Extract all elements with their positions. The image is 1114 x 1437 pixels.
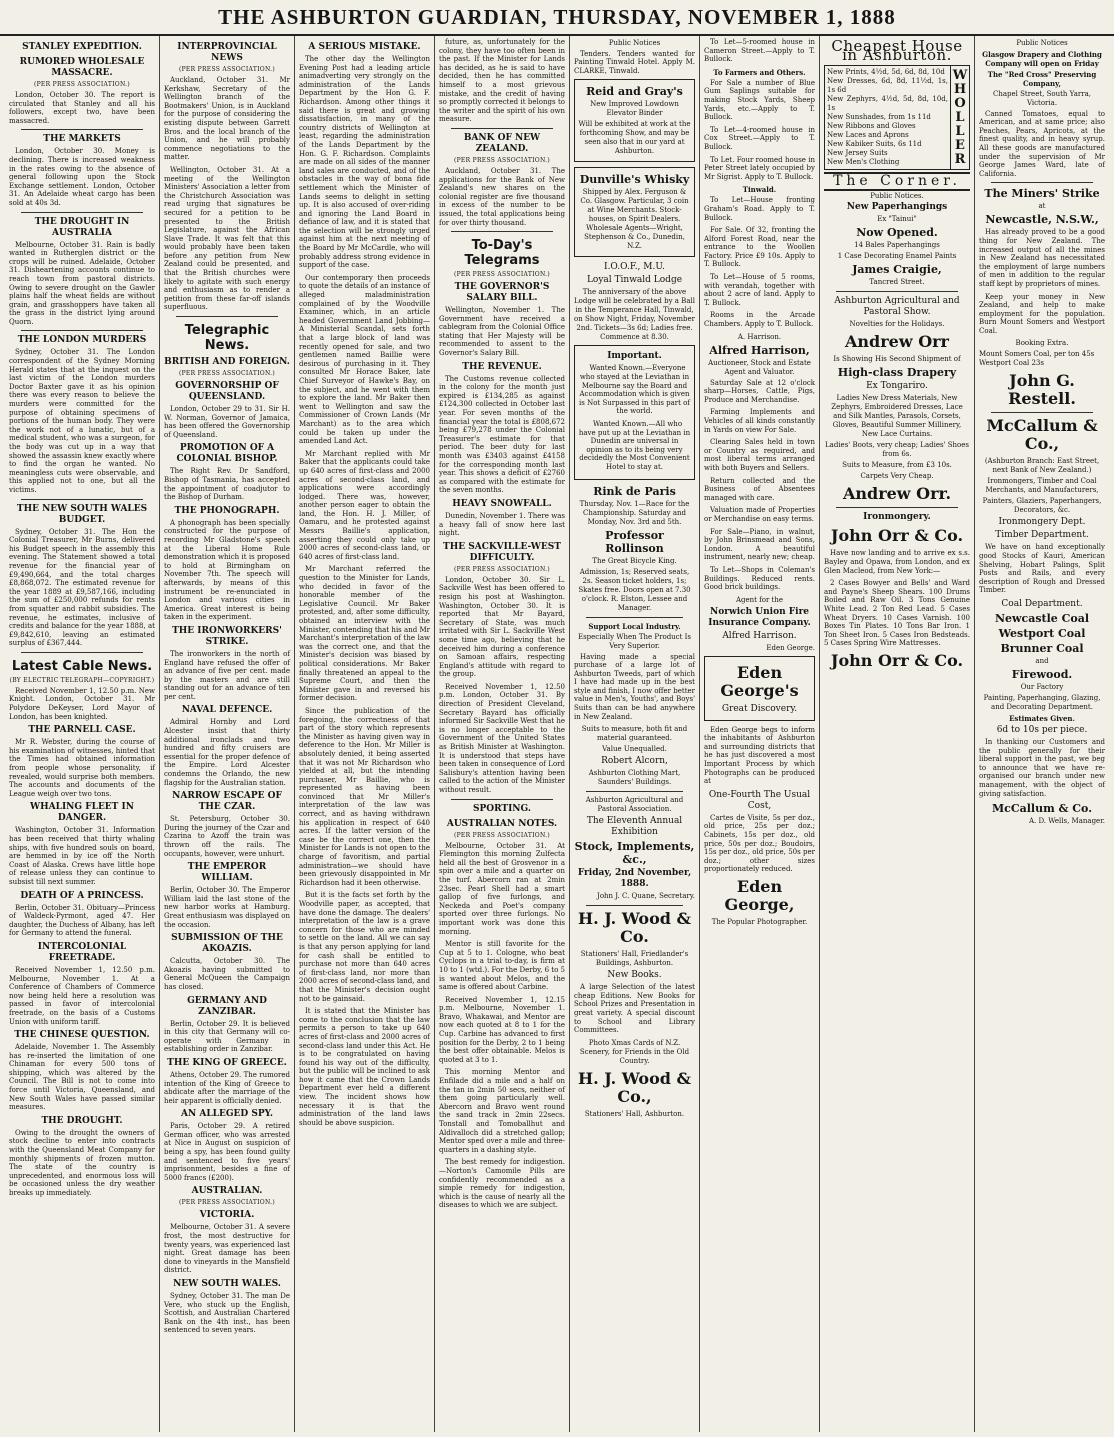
- ad-body: at: [1038, 202, 1046, 211]
- article-paragraph: It is stated that the Minister has come to the conclusion that the law permits a person to take up 640 acres of first-class and 2000 acres of second-class land under this Act. He is to be congratulated on having found his way out of the difficulty, but the public will be inclined to ask how it came that the Crown Lands Department ever held a different view. The incident shows how necessary it is that the administration of the land laws should be above suspicion.: [299, 1007, 430, 1127]
- ad-title: The "Red Cross" Preserving Company,: [987, 69, 1097, 88]
- divider: [991, 182, 1093, 183]
- headline: THE PARNELL CASE.: [28, 725, 136, 736]
- advertisement: [574, 167, 695, 257]
- ad-title: Reid and Gray's: [586, 85, 683, 99]
- ad-title: Norwich Union Fire Insurance Company.: [708, 606, 811, 628]
- ad-body: Suits to Measure, from £3 10s.: [842, 461, 952, 470]
- coal-list: [979, 612, 1105, 655]
- headline: STANLEY EXPEDITION.: [22, 42, 142, 52]
- ad-subtitle: Ex "Tainui": [877, 215, 917, 224]
- ad-title: The Miners' Strike: [984, 187, 1100, 201]
- ad-body: Ashburton Clothing Mart, Saunders' Buildings.: [588, 769, 681, 787]
- ad-subtitle: Agent for the: [735, 595, 784, 604]
- ad-text: Tenders. Tenders wanted for Painting Tinwald Hotel. Apply M. CLARKE, Tinwald.: [574, 49, 695, 75]
- price-item: New Men's Clothing: [827, 158, 900, 167]
- ad-title: To Farmers and Others.: [713, 67, 806, 77]
- ad-body: Ladies' Boots, very cheap; Ladies' Shoes from 6s.: [825, 441, 969, 459]
- ad-body: A large Selection of the latest cheap Editions. New Books for School Prizes and Presentation in great variety. A special discount to School and Library Committees.: [574, 983, 695, 1035]
- price-item: New Ribbons and Gloves: [827, 122, 916, 131]
- vertical-letter: R: [954, 152, 966, 168]
- divider: [586, 617, 683, 618]
- divider: [586, 791, 683, 792]
- ad-title: John Orr & Co.: [830, 526, 964, 546]
- column-2: [160, 36, 295, 1432]
- ad-body: 14 Bales Paperhangings: [854, 241, 940, 250]
- headline: THE KING OF GREECE.: [167, 1057, 287, 1068]
- agency-credit: (PER PRESS ASSOCIATION.): [453, 271, 551, 279]
- ad-body: Eden George begs to inform the inhabitants of Ashburton and surrounding districts that he has just discovered a most Important Process by which Photographs can be produced at: [704, 725, 815, 786]
- advertisement: [574, 345, 695, 479]
- article-paragraph: This morning Mentor and Enfilade did a mile and a half on the tan in 2min 50 secs, neither of them going particularly well. Abercorn and Bravo went round the sand track in 2min 22secs. Tonstall and Tomoballhut and Aldivalloch did a stretched gallop; Mentor sped over a mile and three-quarters in a dashing style.: [439, 1068, 565, 1154]
- ad-subtitle: Loyal Tinwald Lodge: [586, 275, 683, 286]
- article-paragraph: Wellington, October 31. At a meeting of the Wellington Ministers' Association a letter from the Christchurch Association was read urging that signatures be secured for a petition to be presented to the British Legislature, against the African Slave Trade. It was felt that this would probably have been taken before any petition from New Zealand could be presented, and that the British churches were likely to agitate with such energy and enthusiasm as to render a petition from these far-off islands superfluous.: [164, 165, 290, 312]
- coal-name: Brunner Coal: [1000, 642, 1084, 656]
- ad-subtitle: Novelties for the Holidays.: [849, 320, 945, 329]
- ad-body: Painting, Paperhanging, Glazing, and Decorating Department.: [983, 694, 1101, 712]
- article-paragraph: future, as, unfortunately for the colony, they have too often been in the past. If the Minister for Lands has decided, as he is said to have decided, then he has committed himself to a most grievous mistake, and the credit of having so promptly corrected it belongs to the writer and the spirit of his own measure.: [439, 38, 565, 124]
- ad-body: Photo Xmas Cards of N.Z. Scenery, for Friends in the Old Country.: [579, 1038, 690, 1065]
- divider: [21, 129, 143, 130]
- ad-body: We have on hand exceptionally good Stocks of Kauri, American Shelving, Hobart Palings, Split Posts and Rails, and every description of Rough and Dressed Timber.: [979, 543, 1105, 595]
- article-paragraph: Mr R. Webster, during the course of his examination of witnesses, hinted that the Times had obtained information from people whose personality, if revealed, would surprise both members. The accounts and documents of the League weigh over two tons.: [9, 738, 155, 798]
- agency-credit: (PER PRESS ASSOCIATION.): [453, 156, 551, 164]
- headline: THE NEW SOUTH WALES BUDGET.: [16, 503, 148, 525]
- ad-body: Thursday, Nov. 1—Race for the Championship. Saturday and Monday, Nov. 3rd and 5th.: [579, 499, 690, 526]
- article-paragraph: London, October 30. Sir L. Sackville West has been offered to resign his post at Washington. Washington, October 30. It is reported that Mr Bayard, Secretary of State, was much irritated with Sir L. Sackville West some time ago, believing that he deceived him during a conference on Samoan affairs, respecting England's attitude with regard to the group.: [439, 575, 565, 679]
- headline-large: Latest Cable News.: [11, 658, 153, 674]
- ad-subtitle: Stationers' Hall, Ashburton.: [584, 1109, 685, 1118]
- price-text: Mount Somers Coal, per ton 45s: [979, 350, 1095, 359]
- ad-title: Great Discovery.: [721, 703, 798, 714]
- ad-title: The Eleventh Annual Exhibition: [586, 816, 683, 838]
- headline: THE CHINESE QUESTION.: [14, 1030, 150, 1041]
- ad-subtitle: New Improved Lowdown Elevator Binder: [590, 100, 679, 118]
- headline: THE IRONWORKERS' STRIKE.: [172, 625, 282, 647]
- divider: [991, 412, 1093, 413]
- ad-body: Will be exhibited at work at the forthcoming Show, and may be seen also that in our yard at Ashburton.: [578, 120, 691, 156]
- ad-body: Admission, 1s; Reserved seats, 2s. Season ticket holders, 1s; Skates free. Doors open at 7.30 o'clock. R. Elston, Lessee and Manager.: [578, 567, 691, 612]
- vertical-word: [950, 66, 969, 169]
- headline: AUSTRALIAN NOTES.: [446, 818, 558, 829]
- column-4: [435, 36, 570, 1432]
- ad-title: New Books.: [607, 970, 662, 981]
- price-item: New Kabiker Suits, 6s 11d: [827, 140, 922, 149]
- ad-title: Professor Rollinson: [605, 528, 664, 555]
- ad-body: Have now landing and to arrive ex s.s. Bayley and Opawa, from London, and ex Glen Macleod, from New York:—: [824, 549, 970, 575]
- article-paragraph: Received November 1, 12.50 p.m. London, October 31. By direction of President Cleveland, Secretary Bayard has officially informed Sir Sackville West that he is no longer acceptable to the Government of the United States as British Minister at Washington. It is understood that steps have been taken in consequence of Lord Salisbury's attention having been called to the action of the Minister without result.: [439, 682, 565, 794]
- ad-title: New Paperhangings: [846, 202, 948, 213]
- ad-title: 6d to 10s per piece.: [996, 725, 1088, 736]
- vertical-letter: L: [955, 124, 965, 140]
- headline: PROMOTION OF A COLONIAL BISHOP.: [176, 443, 278, 465]
- article-paragraph: Admiral Hornby and Lord Alcester insist that thirty additional ironclads and two hundred and fifty cruisers are essential for the proper defence of the Empire. Lord Alcester condemns the Orlando, the new flagship for the Australian station.: [164, 718, 290, 787]
- article-paragraph: Mr Marchant referred the question to the Minister for Lands, who decided in favor of the honorable member of the Legislative Council. Mr Baker protested, and, after some difficulty, obtained an interview with the Minister, contending that his and Mr Marchant's interpretation of the law was the correct one, and that the Minister's decision was biased by political considerations. Mr Baker finally threatened an appeal to the Supreme Court, and then the Minister gave in and reversed his former decision.: [299, 565, 430, 703]
- headline: SPORTING.: [472, 803, 532, 814]
- article-paragraph: Auckland, October 31. Mr Kerkshaw, Secretary of the Wellington branch of the Bootmakers' Union, is in Auckland for the purpose of considering the existing dispute between Garrett Bros. and the local branch of the Union, and he will probably commence negotiations to the matter.: [164, 76, 290, 162]
- ad-title: Ashburton Agricultural and Pastoral Show.: [834, 296, 960, 318]
- divider: [451, 128, 553, 129]
- article-paragraph: Calcutta, October 30. The Akoazis having submitted to General McQueen the Campaign has closed.: [164, 957, 290, 991]
- article-paragraph: Dunedin, November 1. There was a heavy fall of snow here last night.: [439, 511, 565, 538]
- ad-body: Cartes de Visite, 5s per doz., old price, 25s per doz.; Cabinets, 15s per doz., old price, 50s per doz.; Boudoirs, 15s per doz., old price, 50s per doz.; other sizes proportionately reduced.: [704, 813, 815, 874]
- ad-subtitle: A. Harrison.: [737, 332, 782, 341]
- headline: THE LONDON MURDERS: [17, 335, 147, 346]
- ad-body: Value Unequalled.: [602, 745, 667, 754]
- ad-body: To Let—House of 5 rooms, with verandah, together with about 2 acre of land. Apply to T. Bullock.: [704, 273, 815, 307]
- ad-title: Glasgow Drapery and Clothing Company will open on Friday: [982, 49, 1102, 68]
- ad-title: Stock, Implements, &c.,: [574, 840, 695, 867]
- divider: [836, 291, 958, 292]
- ad-body: To Let—5-roomed house in Cameron Street.—Apply to T. Bullock.: [704, 38, 815, 64]
- ad-body: Valuation made of Properties or Merchandise on easy terms.: [704, 506, 815, 523]
- ad-subtitle: Auctioneer, Stock and Estate Agent and Valuator.: [708, 358, 811, 376]
- ad-body: 1 Case Decorating Enamel Paints: [837, 252, 957, 261]
- vertical-letter: L: [955, 110, 965, 126]
- ad-title: Estimates Given.: [1009, 714, 1075, 724]
- ad-body: In thanking our Customers and the public generally for their liberal support in the past, we beg to announce that we have re-organised our branch under new management, with the object of giving satisfaction.: [979, 738, 1105, 798]
- ad-title: I.O.O.F., M.U.: [604, 262, 665, 273]
- article-paragraph: London, October 30. The report is circulated that Stanley and all his followers, except two, have been massacred.: [9, 91, 155, 125]
- ad-body: Shipped by Alex. Ferguson & Co. Glasgow. Particular, 3 coin at Wine Merchants. Stock-houses, on Spirit Dealers. Wholesale Agents—Wright, Stephenson & Co., Dunedin, N.Z.: [580, 188, 689, 251]
- ad-title: James Craigie,: [852, 263, 942, 277]
- article-paragraph: Sydney, October 31. The Hon the Colonial Treasurer, Mr Burns, delivered his Budget speech in the assembly this evening. The Statement showed a total revenue for the financial year of £9,490,664, and the total charges £8,868,072. The estimated revenue for the year 1889 at £9,587,166, including the sum of £250,000 refunds for rents from squatter and rabbit subsidies. The revenue, he estimates, inclusive of credits and balance for the year 1888, at £9,842,610, leaving an estimated surplus of £367,444.: [9, 527, 155, 648]
- headline: AN ALLEGED SPY.: [181, 1109, 273, 1120]
- headline: THE PHONOGRAPH.: [174, 505, 280, 516]
- headline: SUBMISSION OF THE AKOAZIS.: [171, 933, 283, 955]
- article-paragraph: Owing to the drought the owners of stock decline to enter into contracts with the Queensland Meat Company for monthly shipments of frozen mutton. The state of the country is unprecedented, and enormous loss will be occasioned unless the dry weather breaks up immediately.: [9, 1128, 155, 1197]
- masthead: [0, 0, 1114, 36]
- headline: DEATH OF A PRINCESS.: [20, 890, 144, 901]
- headline: THE MARKETS: [43, 134, 121, 145]
- ad-body: To Let—House fronting Graham's Road. Apply to T. Bullock.: [704, 196, 815, 222]
- headline: THE REVENUE.: [462, 361, 542, 372]
- ad-body: To Let. Four roomed house in Peter Street lately occupied by Mr Sigrist. Apply to T. Bullock.: [704, 155, 815, 181]
- agency-credit: (PER PRESS ASSOCIATION.): [453, 831, 551, 839]
- headline: NARROW ESCAPE OF THE CZAR.: [172, 791, 282, 813]
- ad-title: Ironmongery.: [863, 512, 931, 523]
- ad-body: For Sale. Of 32, fronting the Alford Forest Road, near the entrance to the Woollen Factory. Price £9 10s. Apply to T. Bullock.: [704, 226, 815, 269]
- coal-name: Newcastle Coal: [994, 612, 1090, 626]
- ad-title: Alfred Harrison,: [709, 343, 810, 357]
- price-item: New Zephyrs, 4½d, 5d, 8d, 10d, 1s: [827, 95, 948, 113]
- ad-title: Andrew Orr.: [842, 484, 952, 504]
- article-paragraph: St. Petersburg, October 30. During the journey of the Czar and Czarina to Azoff the train was thrown off the rails. The occupants, however, were unhurt.: [164, 815, 290, 858]
- ad-title: The Corner.: [833, 173, 961, 190]
- price-item: New Dresses, 6d, 8d, 11½d, 1s, 1s 6d: [827, 77, 948, 95]
- ad-subtitle: The Great Bicycle King.: [592, 556, 677, 565]
- ad-body: Farming Implements and Vehicles of all kinds constantly in Yards on view For Sale.: [704, 408, 815, 434]
- ad-title: Now Opened.: [856, 226, 938, 240]
- article-paragraph: London, October 30. Money is declining. There is increased weakness in the rates owing to the absence of general following upon the Stock Exchange settlement. London, October 31. An Adelaide wheat cargo has been sold at 40s 3d.: [9, 147, 155, 207]
- ad-body: Painters, Glaziers, Paperhangers, Decorators, &c.: [982, 497, 1102, 515]
- ad-title: McCallum & Co.: [991, 802, 1093, 816]
- headline: BANK OF NEW ZEALAND.: [463, 132, 541, 154]
- page-columns: [5, 36, 1109, 1432]
- ad-title: H. J. Wood & Co.: [578, 909, 691, 947]
- headline: THE SACKVILLE-WEST DIFFICULTY.: [443, 541, 561, 563]
- agency-credit: (PER PRESS ASSOCIATION.): [33, 81, 131, 88]
- advertisement: [574, 79, 695, 162]
- column-3: [295, 36, 435, 1432]
- headline: WHALING FLEET IN DANGER.: [30, 802, 134, 824]
- price-item: New Laces and Aprons: [827, 131, 909, 140]
- section-label: Public Notices: [1016, 39, 1068, 47]
- article-paragraph: Wellington, November 1. The Government have received a cablegram from the Colonial Office stating that Her Majesty will be recommended to assent to the Governor's Salary Bill.: [439, 306, 565, 358]
- ad-signature: John J. C. Quane, Secretary.: [597, 892, 695, 901]
- price-list: [825, 66, 950, 169]
- ad-body: Saturday Sale at 12 o'clock sharp—Horses, Cattle, Pigs, Produce and Merchandise.: [704, 378, 815, 404]
- article-paragraph: Adelaide, November 1. The Assembly has re-inserted the limitation of one Chinaman for every 500 tons of shipping, which was altered by the Council. The Bill is not to come into force until Victoria, Queensland, and New South Wales have passed similar measures.: [9, 1043, 155, 1112]
- ad-title: Cheapest House in Ashburton.: [831, 37, 963, 64]
- column-7: [820, 36, 975, 1432]
- ad-body: Suits to measure, both fit and material guaranteed.: [581, 725, 688, 743]
- ad-body: and: [1035, 657, 1049, 666]
- ad-body: Clearing Sales held in town or Country as required, and most liberal terms arranged with both Buyers and Sellers.: [704, 438, 815, 472]
- ad-body: Wanted Known.—All who have put up at the Leviathan in Dunedin are universal in opinion as to its being very decidedly the Most Convenient Hotel to stay at.: [578, 419, 691, 471]
- ad-title: Rink de Paris: [593, 484, 676, 498]
- price-list-box: [824, 65, 970, 170]
- ad-title: Important.: [607, 351, 662, 362]
- ad-title: Support Local Industry.: [588, 621, 681, 631]
- ad-subtitle: Stationers' Hall, Friedlander's Buildings, Ashburton.: [580, 950, 689, 968]
- price-line: [979, 359, 1105, 368]
- ad-title: Alfred Harrison.: [722, 630, 797, 641]
- headline: THE EMPEROR WILLIAM.: [187, 862, 267, 884]
- divider: [451, 799, 553, 800]
- agency-credit: (PER PRESS ASSOCIATION.): [178, 1199, 276, 1207]
- article-paragraph: Received November 1, 12.50 p.m. New Knight. London, October 31. Mr Polydore DeKeyser, Lord Mayor of London, has been knighted.: [9, 686, 155, 721]
- ad-title: Robert Alcorn,: [601, 756, 668, 767]
- column-1: [5, 36, 160, 1432]
- ad-subtitle: Especially When The Product Is Very Superior.: [577, 632, 691, 650]
- ad-subtitle: Our Factory: [1020, 683, 1064, 692]
- article-paragraph: Melbourne, October 31. At Flemington this morning Zulfecta held all the best of Grosvenor in a spin over a mile and a quarter on the turf. Abercorn ran at 2min 23sec. Pearl Shell had a smart gallop of five furlongs, and Neckeda and Poet's company sported over three furlongs. No important work was done this morning.: [439, 841, 565, 936]
- ad-body: Keep your money in New Zealand, and help to make employment for the population. Burn Mount Somers and Westport Coal.: [979, 292, 1105, 335]
- agency-credit: (PER PRESS ASSOCIATION.): [453, 565, 551, 573]
- ad-body: For Sale a number of Blue Gum Saplings suitable for making Stock Yards, Sheep Yards, etc.—Apply to T. Bullock.: [704, 78, 815, 122]
- ad-body: To Let—Shops in Coleman's Buildings. Reduced rents. Good brick buildings.: [704, 565, 815, 592]
- ad-body: To Let—4-roomed house in Cox Street.—Apply to T. Bullock.: [704, 125, 815, 151]
- ad-title: Ironmongery Dept.: [998, 517, 1086, 528]
- article-paragraph: The Right Rev. Dr Sandford, Bishop of Tasmania, has accepted the appointment of coadjutor to the Bishop of Durham.: [164, 467, 290, 502]
- headline: THE DROUGHT IN AUSTRALIA: [34, 216, 130, 238]
- ad-title: Eden George,: [724, 877, 795, 914]
- article-paragraph: Paris, October 29. A retired German officer, who was arrested at Nice in August on suspicion of being a spy, has been found guilty and sentenced to five years' imprisonment, besides a fine of 5000 francs (£200).: [164, 1122, 290, 1182]
- headline: AUSTRALIAN.: [191, 1186, 263, 1197]
- divider: [21, 212, 143, 213]
- price-item: New Sunshades, from 1s 11d: [827, 113, 931, 122]
- ad-title: Firewood.: [1011, 668, 1073, 682]
- ad-body: Return collected and the Business of Absentees managed with care.: [704, 476, 815, 502]
- ad-title: Tinwald.: [742, 185, 777, 195]
- divider: [836, 507, 958, 508]
- headline: HEAVY SNOWFALL.: [452, 498, 552, 509]
- ad-title: Coal Department.: [1001, 599, 1083, 610]
- ad-title: Newcastle, N.S.W.,: [985, 213, 1099, 227]
- headline: GERMANY AND ZANZIBAR.: [187, 995, 267, 1017]
- article-paragraph: Berlin, October 30. The Emperor William laid the last stone of the new harbor works at Hamburg. Great enthusiasm was displayed on the occasion.: [164, 886, 290, 929]
- headline: RUMORED WHOLESALE MASSACRE.: [19, 57, 145, 78]
- column-6: [700, 36, 820, 1432]
- headline: INTERPROVINCIAL NEWS: [177, 42, 277, 63]
- headline: NEW SOUTH WALES.: [173, 1279, 281, 1289]
- ad-subtitle: (Ashburton Branch: East Street, next Bank of New Zealand.): [984, 457, 1100, 475]
- ad-signature: Eden George.: [766, 643, 815, 652]
- article-paragraph: The other day the Wellington Evening Post had a leading article animadverting very strongly on the administration of the Lands Department by the Hon G. F. Richardson. Among other things it said there is great and growing dissatisfaction, in many of the country districts of Wellington at least, regarding the administration of the Lands Department by the Hon. G. F. Richardson. Complaints are made on all sides of the manner land sales are conducted, and of the obstacles in the way of bona fide settlement which the Minister of Lands seems to delight in setting up. It is also accused of over-riding and ignoring the Land Board in defiance of law, and it is stated that the selection will be strongly urged against him at the next meeting of the Board by Mr McCardle, who will probably address strong evidence in support of the case.: [299, 55, 430, 270]
- article-paragraph: Mr Marchant replied with Mr Baker that the applicants could take up 640 acres of first-class and 2000 acres of second-class land, and applications were accordingly lodged. There was, however, another person eager to obtain the land, the Hon. H. J. Miller, of Oamaru, and he protested against Messrs Baillie's application, asserting they could only take up 2000 acres of second-class land, or 640 acres of first-class land.: [299, 449, 430, 561]
- ad-subtitle: Is Showing His Second Shipment of: [833, 355, 961, 364]
- section-label: Public Notices.: [870, 191, 924, 200]
- vertical-letter: E: [955, 138, 965, 154]
- ad-body: Ironmongers, Timber and Coal Merchants, and Manufacturers,: [985, 477, 1099, 495]
- article-paragraph: The ironworkers in the north of England have refused the offer of an advance of five per cent. made by the masters and are still standing out for an advance of ten per cent.: [164, 649, 290, 701]
- article-paragraph: Melbourne, October 31. A severe frost, the most destructive for twenty years, was experienced last night. Great damage has been done to vineyards in the Mansfield district.: [164, 1223, 290, 1275]
- agency-credit: (PER PRESS ASSOCIATION.): [178, 66, 276, 73]
- article-paragraph: Auckland, October 31. The applications for the Bank of New Zealand's new shares on the colonial register are five thousand in excess of the number to be issued, the total applications being for over thirty thousand.: [439, 166, 565, 227]
- ad-title: High-class Drapery: [837, 366, 957, 380]
- article-paragraph: Received November 1, 12.15 p.m. Melbourne, November 1. Bravo, Whakawai, and Mentor are now each quoted at 8 to 1 for the Cup. Carbine has advanced to first position for the Derby, 2 to 1 being the best offer obtainable. Melos is quoted at 3 to 1.: [439, 995, 565, 1064]
- divider: [21, 499, 143, 500]
- vertical-letter: H: [953, 82, 967, 98]
- ad-subtitle: The Popular Photographer.: [711, 918, 808, 926]
- headline: INTERCOLONIAL FREETRADE.: [37, 941, 127, 963]
- article-paragraph: Berlin, October 31. Obituary—Princess of Waldeck-Pyrmont, aged 47. Her daughter, the Duchess of Albany, has left for Germany to attend the funeral.: [9, 903, 155, 938]
- column-8: [975, 36, 1109, 1432]
- vertical-letter: O: [954, 96, 966, 112]
- ad-body: Carpets Very Cheap.: [860, 472, 934, 481]
- section-label: Public Notices: [608, 39, 661, 47]
- ad-title: H. J. Wood & Co.,: [578, 1068, 691, 1106]
- coal-name: Westport Coal: [998, 627, 1086, 641]
- article-paragraph: A phonograph has been specially constructed for the purpose of recording Mr Gladstone's speech at the Liberal Home Rule demonstration which it is proposed to hold at Birmingham on November 7th. The speech will afterwards, by means of this instrument be re-enunciated in London and various cities in America. Great interest is being taken in the experiment.: [164, 518, 290, 622]
- ad-title: John G. Restell.: [1008, 371, 1076, 409]
- ad-body: Has already proved to be a good thing for New Zealand. The increased output of all the mines in New Zealand has necessitated the employment of large numbers of men in addition to the regular staff kept by proprietors of mines.: [979, 228, 1105, 288]
- ad-subtitle: Ashburton Agricultural and Pastoral Association.: [585, 796, 684, 814]
- ad-body: The anniversary of the above Lodge will be celebrated by a Ball in the Temperance Hall, Tinwald, on Show Night, Friday, November 2nd. Tickets—3s 6d; Ladies free. Commence at 8.30.: [574, 288, 695, 342]
- article-paragraph: Sydney, October 31. The London correspondent of the Sydney Morning Herald states that at the inquest on the last victim of the London murders Doctor Baxter gave it as his opinion there was every reason to believe the murders were committed for the purpose of obtaining specimens of portions of the human body. They were the work not of a lunatic, but of a medical student, who was a surgeon, for the body was cut up in a way that showed the assassin knew exactly where to find the organ he wanted. No meaningless cuts were observable, and this applied not to one, but all the victims.: [9, 348, 155, 494]
- headline: A SERIOUS MISTAKE.: [308, 42, 421, 52]
- divider: [21, 652, 143, 653]
- headline: THE DROUGHT.: [41, 1115, 123, 1126]
- headline: THE GOVERNOR'S SALARY BILL.: [454, 282, 550, 304]
- advertisement: [704, 656, 815, 721]
- article-paragraph: Washington, October 31. Information has been received that thirty whaling ships, with five hundred souls on board, are hemmed in by ice off the North Coast of Alaska. Crews have little hope of release unless they can continue to subsist till next summer.: [9, 826, 155, 886]
- article-paragraph: Our contemporary then proceeds to quote the details of an instance of alleged maladministration complained of by the Woodville Examiner, which, in an article headed Government Land Jobbing—A Ministerial Scandal, sets forth that a large block of land was recently opened for sale, and two gentlemen named Baillie were desirous of purchasing in it. They consulted Mr Horace Baker, late Chief Surveyor of Hawke's Bay, on the subject, and he went with them to explore the land. Mr Baker then went to Wellington and saw the Commissioner of Crown Lands (Mr Marchant) as to the area which could be taken up under the amended Land Act.: [299, 273, 430, 446]
- price-text: Westport Coal 23s: [979, 359, 1044, 368]
- headline: VICTORIA.: [199, 1210, 255, 1221]
- article-paragraph: But it is the facts set forth by the Woodville paper, as accepted, that have done the damage. The dealers' interpretation of the law is a grave concern for those who are minded to settle on the land. All we can say is that any person applying for land for cash shall be entitled to purchase not more than 640 acres of first-class land, nor more than 2000 acres of second-class land, and that the Minister's decision ought not to be gainsaid.: [299, 891, 430, 1003]
- price-item: New Jersey Suits: [827, 149, 888, 158]
- newspaper-title: THE ASHBURTON GUARDIAN, THURSDAY, NOVEMBER 1, 1888: [218, 5, 896, 29]
- article-paragraph: The Customs revenue collected in the colony for the month just expired is £134,285 as against £124,300 collected in October last year. For seven months of the financial year the total is £808,672 being £79,278 under the Colonial Treasurer's estimate for that period. The beer duty for last month was £3403 against £4158 for the corresponding month last year. This shows a deficit of £2760 as compared with the estimate for the seven months.: [439, 374, 565, 495]
- ad-body: Ladies New Dress Materials, New Zephyrs, Embroidered Dresses, Lace and Silk Mantles, Parasols, Corsets, Gloves, Beautiful Summer Millinery, New Lace Curtains.: [831, 394, 963, 439]
- ad-title: Timber Department.: [995, 530, 1089, 541]
- ad-title: Eden George's: [720, 662, 799, 700]
- headline: GOVERNORSHIP OF QUEENSLAND.: [175, 381, 279, 403]
- ad-body: 2 Cases Bowyer and Bells' and Ward and Payne's Sheep Shears. 100 Drums Boiled and Raw Oil. 3 Tons Genuine White Lead. 2 Ton Red Lead. 5 Cases Wheat Dryers. 10 Cases Varnish. 100 Boxes Tin Plates. 10 Tons Bar Iron. 1 Ton Sheet Iron. 5 Cases Iron Bedsteads. 5 Cases Spring Wire Mattresses.: [824, 579, 970, 648]
- headline-large: Telegraphic News.: [184, 323, 270, 354]
- article-paragraph: The best remedy for indigestion.—Norton's Camomile Pills are confidently recommended as a simple remedy for indigestion, which is the cause of nearly all the diseases to which we are subject.: [439, 1158, 565, 1210]
- divider: [451, 231, 553, 232]
- article-paragraph: Since the publication of the foregoing, the correctness of that part of the story which represents the Minister as having given way in deference to the Hon. Mr Miller is absolutely denied, it being asserted that it was not Mr Richardson who yielded at all, but the intending purchaser, Mr Baillie, who is represented as having been convinced that Mr Miller's interpretation of the law was correct, and as having withdrawn his application in respect of 640 acres. If the latter version of the case be the correct one, then the Minister for Lands is not open to the charge of favoritism, and partial administration—we should have been grievously disappointed in Mr Richardson had it been otherwise.: [299, 706, 430, 887]
- article-paragraph: Melbourne, October 31. Rain is badly wanted in Rutherglen district or the crops will be ruined. Adelaide, October 31. Disheartening accounts continue to reach town from pastoral districts. Owing to severe drought on the Gawler plains half the wheat fields are without grain, and grasshoppers have taken all the grass in the district lying around Quorn.: [9, 240, 155, 326]
- headline: BRITISH AND FOREIGN.: [164, 357, 290, 368]
- price-line: [979, 350, 1105, 359]
- divider: [176, 316, 278, 317]
- divider: [586, 905, 683, 906]
- ad-title: Andrew Orr: [845, 332, 949, 352]
- ad-title: Dunville's Whisky: [579, 173, 690, 187]
- vertical-letter: W: [952, 68, 968, 84]
- ad-subtitle: Ex Tongariro.: [866, 381, 928, 392]
- headline-large: To-Day's Telegrams: [464, 238, 540, 269]
- ad-body: Having made a special purchase of a large lot of Ashburton Tweeds, part of which I have had made up in the best style and finish, I now offer better value in Men's, Youths', and Boys' Suits than can be had anywhere in New Zealand.: [574, 652, 695, 721]
- ad-title: McCallum & Co.,: [986, 416, 1098, 454]
- ad-title: One-Fourth The Usual Cost,: [708, 789, 811, 811]
- column-5: [570, 36, 700, 1432]
- ad-subtitle: Tancred Street.: [869, 278, 925, 287]
- ad-body: Wanted Known.—Everyone who stayed at the Leviathan in Melbourne say the Board and Accommodation which is given is Not Surpassed in this part of the world.: [579, 364, 690, 416]
- article-paragraph: Received November 1, 12.50 p.m. Melbourne, November 1. At a Conference of Chambers of Commerce now being held here a resolution was passed in favor of intercolonial freetrade, on the basis of a Customs Union with uniform tariff.: [9, 965, 155, 1026]
- ad-body: For Sale—Piano, in walnut, by John Brinsmead and Sons, London. A beautiful instrument, nearly new; cheap.: [704, 527, 815, 562]
- article-paragraph: Athens, October 29. The rumored intention of the King of Greece to abdicate after the marriage of the heir apparent is officially denied.: [164, 1070, 290, 1105]
- agency-credit: (BY ELECTRIC TELEGRAPH—COPYRIGHT.): [9, 676, 155, 684]
- ad-signature: A. D. Wells, Manager.: [1028, 817, 1105, 826]
- ad-body: Canned Tomatoes, equal to American, and at same price; also Peaches, Pears, Apricots, at the finest quality, and in heavy syrup. All these goods are manufactured under the supervision of Mr George James Ward, late of California.: [979, 109, 1105, 178]
- article-paragraph: London, October 29 to 31. Sir H. W. Norman, Governor of Jamaica, has been offered the Governorship of Queensland.: [164, 405, 290, 439]
- article-paragraph: Mentor is still favorite for the Cup at 5 to 1. Cologne, who beat Cyclops in a trial to-day, is firm at 10 to 1 (wtd.). For the Derby, 6 to 5 is wanted about Melos, and the same is offered about Carbine.: [439, 940, 565, 992]
- ad-title: Friday, 2nd November, 1888.: [577, 868, 692, 890]
- article-paragraph: Berlin, October 29. It is believed in this city that Germany will co-operate with Germany in establishing order in Zanzibar.: [164, 1019, 290, 1054]
- ad-title: John Orr & Co.: [830, 650, 964, 670]
- ad-body: Rooms in the Arcade Chambers. Apply to T. Bullock.: [704, 311, 815, 329]
- corner-banner: [824, 172, 970, 191]
- agency-credit: (PER PRESS ASSOCIATION.): [178, 370, 276, 378]
- ad-subtitle: Chapel Street, South Yarra, Victoria.: [992, 89, 1092, 107]
- article-paragraph: Sydney, October 31. The man De Vere, who stuck up the English, Scottish, and Australian Chartered Bank on the 4th inst., has been sentenced to seven years.: [164, 1292, 290, 1335]
- divider: [21, 330, 143, 331]
- ad-subtitle: Booking Extra.: [1015, 339, 1069, 348]
- price-item: New Prints, 4½d, 5d, 6d, 8d, 10d: [827, 68, 945, 77]
- headline: NAVAL DEFENCE.: [181, 705, 273, 716]
